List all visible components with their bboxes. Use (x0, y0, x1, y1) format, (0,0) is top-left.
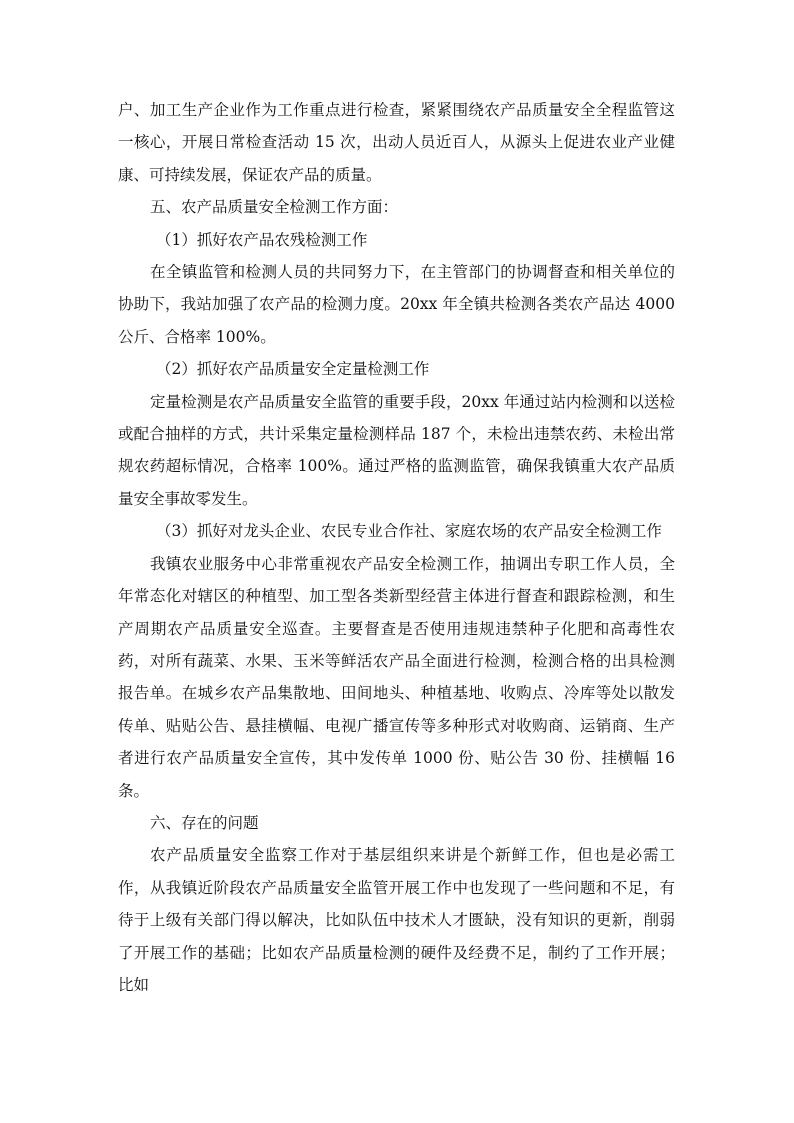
paragraph-quantitative-testing: 定量检测是农产品质量安全监管的重要手段，20xx 年通过站内检测和以送检或配合抽样的方式，共计采集定量检测样品 187 个，未检出违禁农药、未检出常规农药超标情况，合格率 100%。通过严格的监测监管，确保我镇重大农产品质量安全事故零发生。 (118, 392, 675, 508)
section-heading-six: 六、存在的问题 (150, 813, 259, 832)
document-body (118, 94, 675, 1001)
subheading-enterprise-testing: （3）抓好对龙头企业、农民专业合作社、家庭农场的农产品安全检测工作 (156, 522, 662, 541)
paragraph-continued: 户、加工生产企业作为工作重点进行检查，紧紧围绕农产品质量安全全程监管这一核心，开展日常检查活动 15 次，出动人员近百人，从源头上促进农业产业健康、可持续发展，保证农产品的质量。 (118, 101, 675, 184)
paragraph-pesticide-residue: 在全镇监管和检测人员的共同努力下，在主管部门的协调督查和相关单位的协助下，我站加强了农产品的检测力度。20xx 年全镇共检测各类农产品达 4000 公斤、合格率 100%。 (118, 263, 675, 346)
section-heading-five: 五、农产品质量安全检测工作方面： (150, 198, 399, 217)
subheading-pesticide-residue: （1）抓好农产品农残检测工作 (156, 230, 368, 249)
paragraph-enterprise-testing: 我镇农业服务中心非常重视农产品安全检测工作，抽调出专职工作人员，全年常态化对辖区的种植型、加工型各类新型经营主体进行督查和跟踪检测，和生产周期农产品质量安全巡查。主要督查是否使用违规违禁种子化肥和高毒性农药，对所有蔬菜、水果、玉米等鲜活农产品全面进行检测，检测合格的出具检测报告单。在城乡农产品集散地、田间地头、种植基地、收购点、冷库等处以散发传单、贴贴公告、悬挂横幅、电视广播宣传等多种形式对收购商、运销商、生产者进行农产品质量安全宣传，其中发传单 1000 份、贴公告 30 份、挂横幅 16 条。 (118, 554, 675, 800)
paragraph-existing-problems: 农产品质量安全监察工作对于基层组织来讲是个新鲜工作，但也是必需工作，从我镇近阶段农产品质量安全监管开展工作中也发现了一些问题和不足，有待于上级有关部门得以解决，比如队伍中技术人才匮缺，没有知识的更新，削弱了开展工作的基础；比如农产品质量检测的硬件及经费不足，制约了工作开展；比如 (118, 846, 675, 994)
subheading-quantitative-testing: （2）抓好农产品质量安全定量检测工作 (156, 360, 430, 379)
